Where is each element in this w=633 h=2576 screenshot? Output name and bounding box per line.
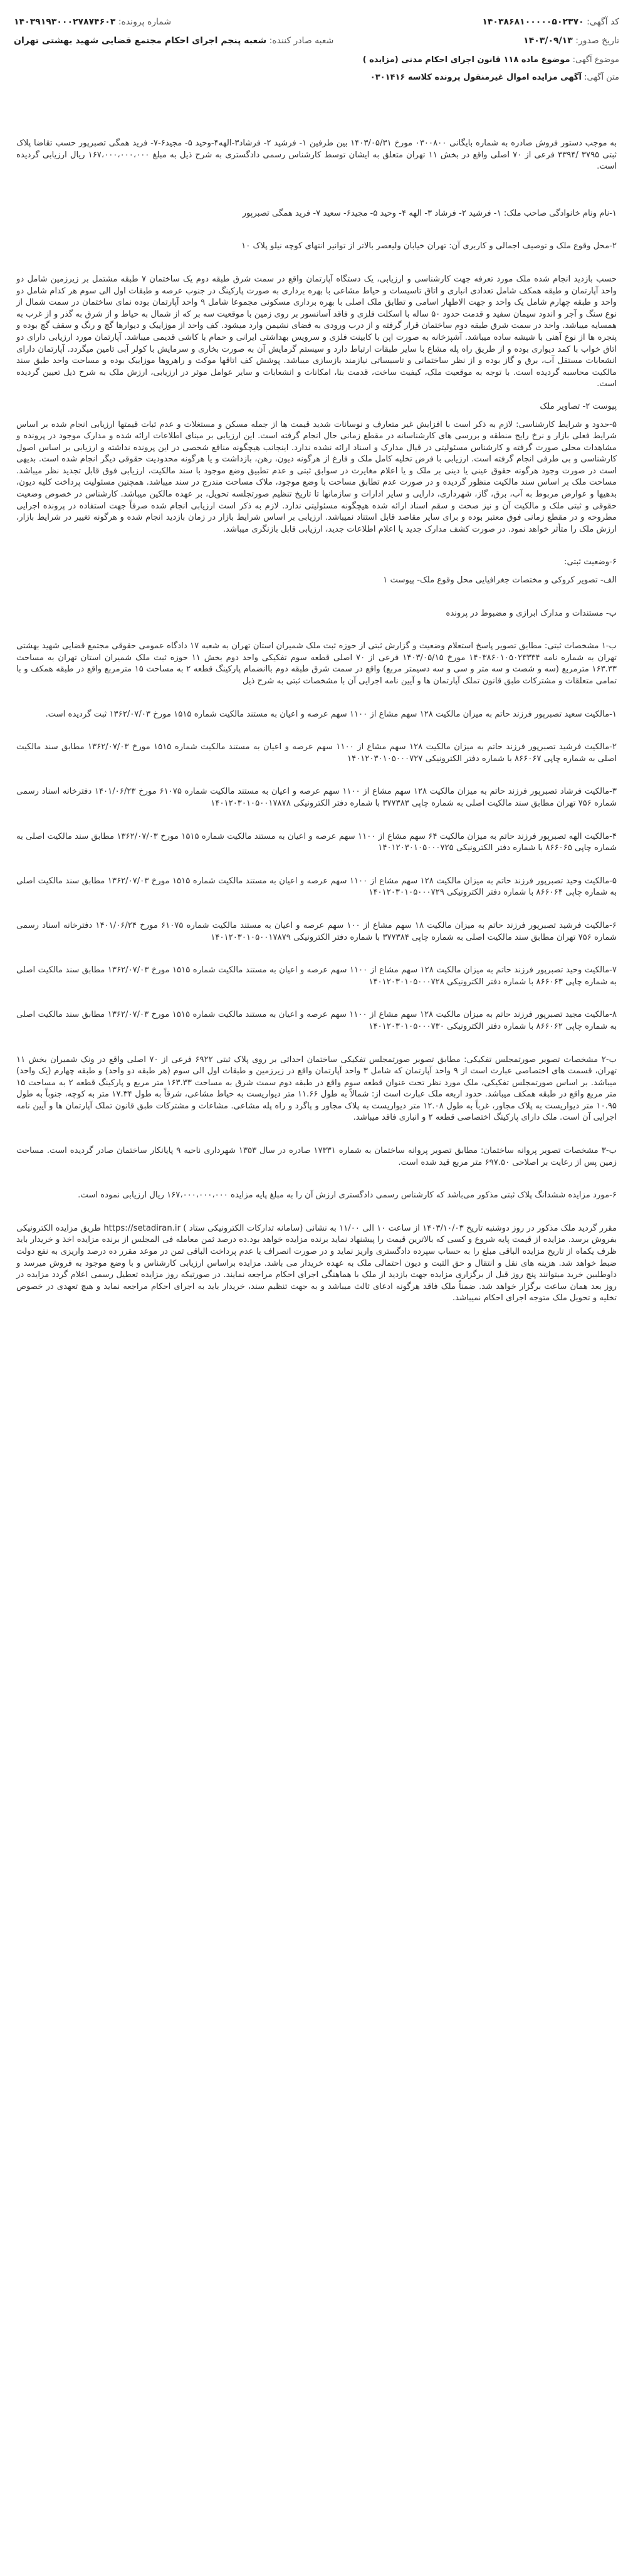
file-number: [14, 16, 171, 28]
file-number-label: شماره پرونده:: [118, 17, 172, 27]
registry-details: ب-۱ مشخصات ثبتی: مطابق تصویر پاسخ استعلام وضعیت و گزارش ثبتی از حوزه ثبت ملک شمیران استان تهران به شعبه ۱۷ دادگاه عمومی حقوقی مجتمع قضایی شهید بهشتی تهران به شماره نامه ۱۴۰۳۸۶۰۱۰۵۰۲۳۳۳۴ مورخ ۱۴۰۳/۰۵/۱۵ فرعی از ۷۰ اصلی قطعه سوم تفکیکی واحد دوم بخش ۱۱ حوزه ثبت ملک شمیران استان تهران به مساحت ۱۶۳.۳۳ مترمربع (سه و شصت و سه متر و سی و سه دسیمتر مربع) واقع در سمت شرق طبقه دوم باانضمام پارکینگ قطعه ۲ به مساحت ۱۵ مترمربع واقع در طبقه همکف و با تمامی متعلقات و مشترکات طبق قانون تملک آپارتمان ها و آیین نامه اجرایی آن با مشخصات ثبتی به شرح ذیل: [16, 641, 617, 686]
subject-value: موضوع ماده ۱۱۸ قانون اجرای احکام مدنی (مزایده ): [362, 55, 570, 65]
auction-subject: ۶-مورد مزایده ششدانگ پلاک ثبتی مذکور می‌باشد که کارشناس رسمی دادگستری ارزش آن را به مبلغ پایه مزایده ۱۶۷،۰۰۰،۰۰۰،۰۰۰ ریال ارزیابی نموده است.: [78, 1191, 617, 1201]
ownership-7: ۷-مالکیت وحید تصبرپور فرزند حاتم به میزان مالکیت ۱۲۸ سهم مشاع از ۱۱۰۰ سهم عرصه و اعیان به مستند مالکیت شماره ۱۵۱۵ مورخ ۱۳۶۲/۰۷/۰۳ مطابق سند مالکیت اصلی به شماره چاپی ۸۶۶۰۶۳ با شماره دفتر الکترونیکی ۱۴۰۱۲۰۳۰۱۰۵۰۰۰۷۲۸: [16, 965, 617, 987]
ownership-5: ۵-مالکیت وحید تصبرپور فرزند حاتم به میزان مالکیت ۱۲۸ سهم مشاع از ۱۱۰۰ سهم عرصه و اعیان به مستند مالکیت شماره ۱۵۱۵ مورخ ۱۳۶۲/۰۷/۰۳ مطابق سند مالکیت اصلی به شماره چاپی ۸۶۶۰۶۴ با شماره دفتر الکترونیکی ۱۴۰۱۲۰۳۰۱۰۵۰۰۰۷۲۹: [16, 876, 617, 898]
conditions-paragraph: ۵-حدود و شرایط کارشناسی: لازم به ذکر است با افزایش غیر متعارف و نوسانات شدید قیمت ها از جمله مسکن و مستغلات و عدم ثبات قیمتها ارزیابی انجام شده بر اساس شرایط فعلی بازار و نرخ رایج منطقه و بررسی های کارشناسانه در مقطع زمانی حال انجام گرفته است. این ارزیابی بر مبنای اطلاعات ارائه شده و مدارک موجود در پرونده و مشاهدات محلی صورت گرفته و کارشناس مسئولیتی در قبال مدارک و اسناد ارائه نشده ندارد. اینجانب هیچگونه منافع شخصی در این پرونده نداشته و ارزیابی بر اساس اصول کارشناسی و بی طرفی انجام گرفته است. ارزیابی با فرض تخلیه کامل ملک و فارغ از هرگونه دیون، رهن، بازداشت و یا هرگونه محدودیت حقوقی دیگر انجام شده است. بدیهی است در صورت وجود هرگونه حقوق عینی یا دینی بر ملک و یا اعلام مغایرت در سوابق ثبتی و عدم تطبیق وضع موجود با سند مالکیت، ارزیابی فوق قابل تجدید نظر میباشد. مساحت ملک بر اساس سند مالکیت منظور گردیده و در صورت عدم تطابق مساحت با وضع موجود، ملاک مساحت مندرج در سند میباشد. همچنین مسئولیت پرداخت کلیه دیون، بدهیها و عوارض مربوط به آب، برق، گاز، شهرداری، دارایی و سایر ادارات و سازمانها تا تاریخ تنظیم صورتجلسه تحویل، بر عهده مالکین میباشد. کارشناس در خصوص وضعیت حقوقی و ثبتی ملک و مالکیت آن و نیز صحت و سقم اسناد ارائه شده هیچگونه مسئولیتی ندارد. لازم به ذکر است ارزیابی انجام شده صرفاً جهت استفاده در پرونده اجرایی مطروحه و در مقطع زمانی فوق معتبر بوده و برای سایر مقاصد قابل استناد نمیباشد. ارزیابی بر اساس شرایط بازار در زمان بازدید انجام شده و هرگونه تغییر در شرایط بازار، ارزش ملک را متأثر خواهد نمود. در صورت کشف مدارک جدید یا اعلام اطلاعات جدید، ارزیابی قابل بازنگری میباشد.: [16, 419, 617, 534]
owners-paragraph: ۱-نام ونام خانوادگی صاحب ملک: ۱- فرشید ۲- فرشاد ۳- الهه ۴- وحید ۵- مجید۶- سعید ۷- فرید همگی تصبرپور: [242, 208, 617, 218]
ownership-4: ۴-مالکیت الهه تصبرپور فرزند حاتم به میزان مالکیت ۶۴ سهم مشاع از ۱۱۰۰ سهم عرصه و اعیان به مستند مالکیت شماره ۱۵۱۵ مورخ ۱۳۶۲/۰۷/۰۳ مطابق سند مالکیت اصلی به شماره چاپی ۸۶۶۰۶۵ با شماره دفتر الکترونیکی ۱۴۰۱۲۰۳۰۱۰۵۰۰۰۷۲۵: [16, 831, 617, 853]
description-paragraph: حسب بازدید انجام شده ملک مورد تعرفه جهت کارشناسی و ارزیابی، یک دستگاه آپارتمان واقع در سمت شرق طبقه دوم یک ساختمان ۷ طبقه مشتمل بر زیرزمین شامل دو واحد آپارتمان و طبقه همکف شامل تعدادی انباری و اتاق تاسیسات و حیاط مشاعی با بهره برداری به صورت پارکینگ در جنوب عرصه و طبقات اول الی سوم هر کدام شامل دو واحد و طبقه چهارم شامل یک واحد و جهت الاطهار اسامی و تطابق ملک اصلی با بهره برداری مسکونی مجموعا شامل ۹ واحد آپارتمان بوده نمای ساختمان در سمت شمال از نوع سنگ و آجر و اندود سیمان سفید و قدمت حدود ۵۰ ساله با اسکلت فلزی و فاقد آسانسور بر روی زمین با موقعیت سه بر که از شمال به حیاط و از شرق به گذر و از غرب به همسایه میباشد. واحد در سمت شرق طبقه دوم ساختمان قرار گرفته و از درب ورودی به فضای نشیمن وارد میشود. کف واحد از موزاییک و دیوارها گچ و رنگ و سقف گچ بوده و پنجره ها از نوع آهنی با شیشه ساده میباشد. آشپزخانه به صورت اپن با کابینت فلزی و سرویس بهداشتی ایرانی و حمام با کاشی قدیمی میباشد. آپارتمان مورد ارزیابی دارای دو اتاق خواب با کمد دیواری بوده و از طریق راه پله مشاع با سایر طبقات ارتباط دارد و سیستم گرمایش آن به صورت بخاری و سرمایش با کولر آبی تامین میگردد. آپارتمان دارای انشعابات مستقل آب، برق و گاز بوده و از نظر ساختمانی و تاسیساتی نیازمند بازسازی میباشد. پوشش کف اتاقها موکت و راهروها موزاییک بوده و مساحت واحد طبق سند مالکیت محاسبه گردیده است. با توجه به موقعیت ملک، کیفیت ساخت، قدمت بنا، امکانات و انشعابات و سایر عوامل موثر در ارزیابی، ارزش ملک به شرح ذیل تعیین گردیده است.: [16, 274, 617, 389]
registry-status: ۶-وضعیت ثبتی:: [564, 557, 617, 567]
ownership-8: ۸-مالکیت مجید تصبرپور فرزند حاتم به میزان مالکیت ۱۲۸ سهم مشاع از ۱۱۰۰ سهم عرصه و اعیان به مستند مالکیت شماره ۱۵۱۵ مورخ ۱۳۶۲/۰۷/۰۳ مطابق سند مالکیت اصلی به شماره چاپی ۸۶۶۰۶۲ با شماره دفتر الکترونیکی ۱۴۰۱۲۰۳۰۱۰۵۰۰۰۷۳۰: [16, 1010, 617, 1031]
notice-header: [14, 8, 619, 84]
attachment-2: پیوست ۲- تصاویر ملک: [540, 401, 617, 411]
ad-code-label: کد آگهی:: [587, 17, 619, 27]
ad-code-value: ۱۴۰۳۸۶۸۱۰۰۰۰۰۵۰۲۳۷۰: [482, 17, 584, 27]
notice-title: [370, 73, 619, 82]
ownership-3: ۳-مالکیت فرشاد تصبرپور فرزند حاتم به میزان مالکیت ۱۲۸ سهم مشاع از ۱۱۰۰ سهم عرصه و اعیان به مستند مالکیت شماره ۶۱۰۷۵ مورخ ۱۴۰۱/۰۶/۲۳ دفترخانه اسناد رسمی شماره ۷۵۶ تهران مطابق سند مالکیت اصلی به شماره چاپی ۳۷۷۳۸۳ با شماره دفتر الکترونیکی ۱۴۰۱۲۰۳۰۱۰۵۰۰۱۷۸۷۸: [16, 787, 617, 808]
subject-label: موضوع آگهی:: [572, 55, 619, 65]
notice-label: متن آگهی:: [584, 73, 619, 82]
ownership-1: ۱-مالکیت سعید تصبرپور فرزند حاتم به میزان مالکیت ۱۲۸ سهم مشاع از ۱۱۰۰ سهم عرصه و اعیان به مستند مالکیت شماره ۱۵۱۵ مورخ ۱۳۶۲/۰۷/۰۳ ثبت گردیده است.: [45, 709, 617, 719]
file-number-value: ۱۴۰۳۹۱۹۳۰۰۰۲۷۸۷۴۶۰۳: [14, 17, 116, 27]
auction-terms: مقرر گردید ملک مذکور در روز دوشنبه تاریخ ۱۴۰۳/۱۰/۰۳ از ساعت ۱۰ الی ۱۱/۰۰ به نشانی (سامانه تدارکات الکترونیکی ستاد ) https://setadiran.ir طریق مزایده الکترونیکی بفروش برسد. مزایده از قیمت پایه شروع و کسی که بالاترین قیمت را پیشنهاد نماید برنده مزایده خواهد بود.ده درصد ثمن معامله فی المجلس از برنده مزایده اخذ و خریدار باید ظرف یکماه از تاریخ مزایده الباقی مبلغ را به حساب سپرده دادگستری واریز نماید و در صورت انصراف یا عدم پرداخت الباقی ثمن در موعد مقرر ده درصد واریزی به نفع دولت ضبط خواهد شد. هزینه های نقل و انتقال و حق الثبت و دیون احتمالی ملک به عهده خریدار می باشد. مزایده براساس ارزیابی کارشناس و با وضع موجود به فروش میرسد و داوطلبین خرید میتوانند پنج روز قبل از برگزاری مزایده جهت بازدید از ملک با هماهنگی اجرای احکام مراجعه نمایند. در صورتیکه روز مزایده تعطیل رسمی اعلام گردد مزایده در روز بعد همان ساعت برگزار خواهد شد. ضمناً ملک فاقد هرگونه ادعای ثالث میباشد و به جهت تنظیم سند، خریدار باید به اجرای احکام مراجعه نماید و هیچ تعهدی در خصوص تخلیه و تحویل ملک متوجه اجرای احکام نمیباشد.: [16, 1223, 617, 1303]
ad-code: [482, 16, 619, 28]
ownership-2: ۲-مالکیت فرشید تصبرپور فرزند حاتم به میزان مالکیت ۱۲۸ سهم مشاع از ۱۱۰۰ سهم عرصه و اعیان به مستند مالکیت شماره ۱۵۱۵ مورخ ۱۳۶۲/۰۷/۰۳ مطابق سند مالکیت اصلی به شماره چاپی ۸۶۶۰۶۷ با شماره دفتر الکترونیکی ۱۴۰۱۲۰۳۰۱۰۵۰۰۰۷۲۷: [16, 742, 617, 764]
intro-paragraph: به موجب دستور فروش صادره به شماره بایگانی ۰۳۰۰۸۰۰ مورخ ۱۴۰۳/۰۵/۳۱ بین طرفین ۱- فرشید ۲- فرشاد۳-الهه۴-وحید ۵- مجید۶-۷- فرید همگی تصبرپور حسب تقاضا پلاک ثبتی ۳۷۹۵ /۳۳۹۴ فرعی از ۷۰ اصلی واقع در بخش ۱۱ تهران متعلق به ایشان توسط کارشناس رسمی دادگستری به شرح ذیل به مبلغ ۱۶۷،۰۰۰،۰۰۰،۰۰۰ ریال ارزیابی گردیده است.: [16, 139, 617, 172]
ownership-6: ۶-مالکیت فرشید تصبرپور فرزند حاتم به میزان مالکیت ۱۸ سهم مشاع از ۱۰۰ سهم عرصه و اعیان به مستند مالکیت شماره ۶۱۰۷۵ مورخ ۱۴۰۱/۰۶/۲۴ دفترخانه اسناد رسمی شماره ۷۵۶ تهران مطابق سند مالکیت اصلی به شماره چاپی ۳۷۷۳۸۴ با شماره دفتر الکترونیکی ۱۴۰۱۲۰۳۰۱۰۵۰۰۱۷۸۷۹: [16, 920, 617, 942]
location-paragraph: ۲-محل وقوع ملک و توصیف اجمالی و کاربری آن: تهران خیابان ولیعصر بالاتر از توانیر انتهای کوچه نیلو پلاک ۱۰: [241, 241, 617, 251]
issuer-value: شعبه پنجم اجرای احکام مجتمع قضایی شهید بهشتی تهران: [14, 36, 267, 46]
documents-heading: ب- مستندات و مدارک ابرازی و مضبوط در پرونده: [446, 608, 617, 618]
subject: [363, 55, 619, 65]
issue-date-value: ۱۴۰۳/۰۹/۱۳: [523, 36, 573, 46]
permit-details: ب-۳ مشخصات تصویر پروانه ساختمان: مطابق تصویر پروانه ساختمان به شماره ۱۷۳۳۱ صادره در سال ۱۳۵۳ شهرداری ناحیه ۹ پایانکار ساختمان صادر گردیده است. مساحت زمین پس از رعایت بر اصلاحی ۶۹۷.۵۰ متر مربع قید شده است.: [16, 1146, 617, 1167]
sketch-attachment: الف- تصویر کروکی و مختصات جغرافیایی محل وقوع ملک- پیوست ۱: [383, 576, 617, 586]
notice-body: [16, 138, 617, 2563]
issue-date: [523, 35, 619, 46]
issue-date-label: تاریخ صدور:: [575, 36, 619, 46]
issuer-label: شعبه صادر کننده:: [269, 36, 334, 46]
notice-value: آگهی مزایده اموال غیرمنقول پرونده کلاسه ۰۳۰۱۴۱۶: [370, 73, 582, 82]
issuer: [14, 35, 333, 46]
subdivision-details: ب-۲ مشخصات تصویر صورتمجلس تفکیکی: مطابق تصویر صورتمجلس تفکیکی ساختمان احداثی بر روی پلاک ثبتی ۶۹۲۲ فرعی از ۷۰ اصلی واقع در ونک شمیران بخش ۱۱ تهران، قسمت های اختصاصی عبارت است از ۹ واحد آپارتمان که شامل ۳ واحد آپارتمان واقع در زیرزمین و طبقات اول الی سوم (هر طبقه دو واحد) و طبقه چهارم (یک واحد) میباشد. بر اساس صورتمجلس تفکیکی، ملک مورد نظر تحت عنوان قطعه سوم واقع در طبقه دوم سمت شرق به مساحت ۱۶۳.۳۳ متر مربع و پارکینگ قطعه ۲ به مساحت ۱۵ متر مربع واقع در طبقه همکف میباشد. حدود اربعه ملک عبارت است از: شمالاً به طول ۱۱.۶۶ متر دیواریست به حیاط مشاعی، شرقاً به طول ۱۷.۳۴ متر به کوچه، جنوباً به طول ۱۰.۹۵ متر دیواریست به پلاک مجاور، غرباً به طول ۱۲.۰۸ متر دیواریست به پلاک مجاور و پاگرد و راه پله مشاعی. مشاعات و مشترکات طبق قانون تملک آپارتمان ها و آیین نامه اجرایی آن است. ملک دارای پارکینگ اختصاصی قطعه ۲ و انباری فاقد میباشد.: [16, 1054, 617, 1123]
